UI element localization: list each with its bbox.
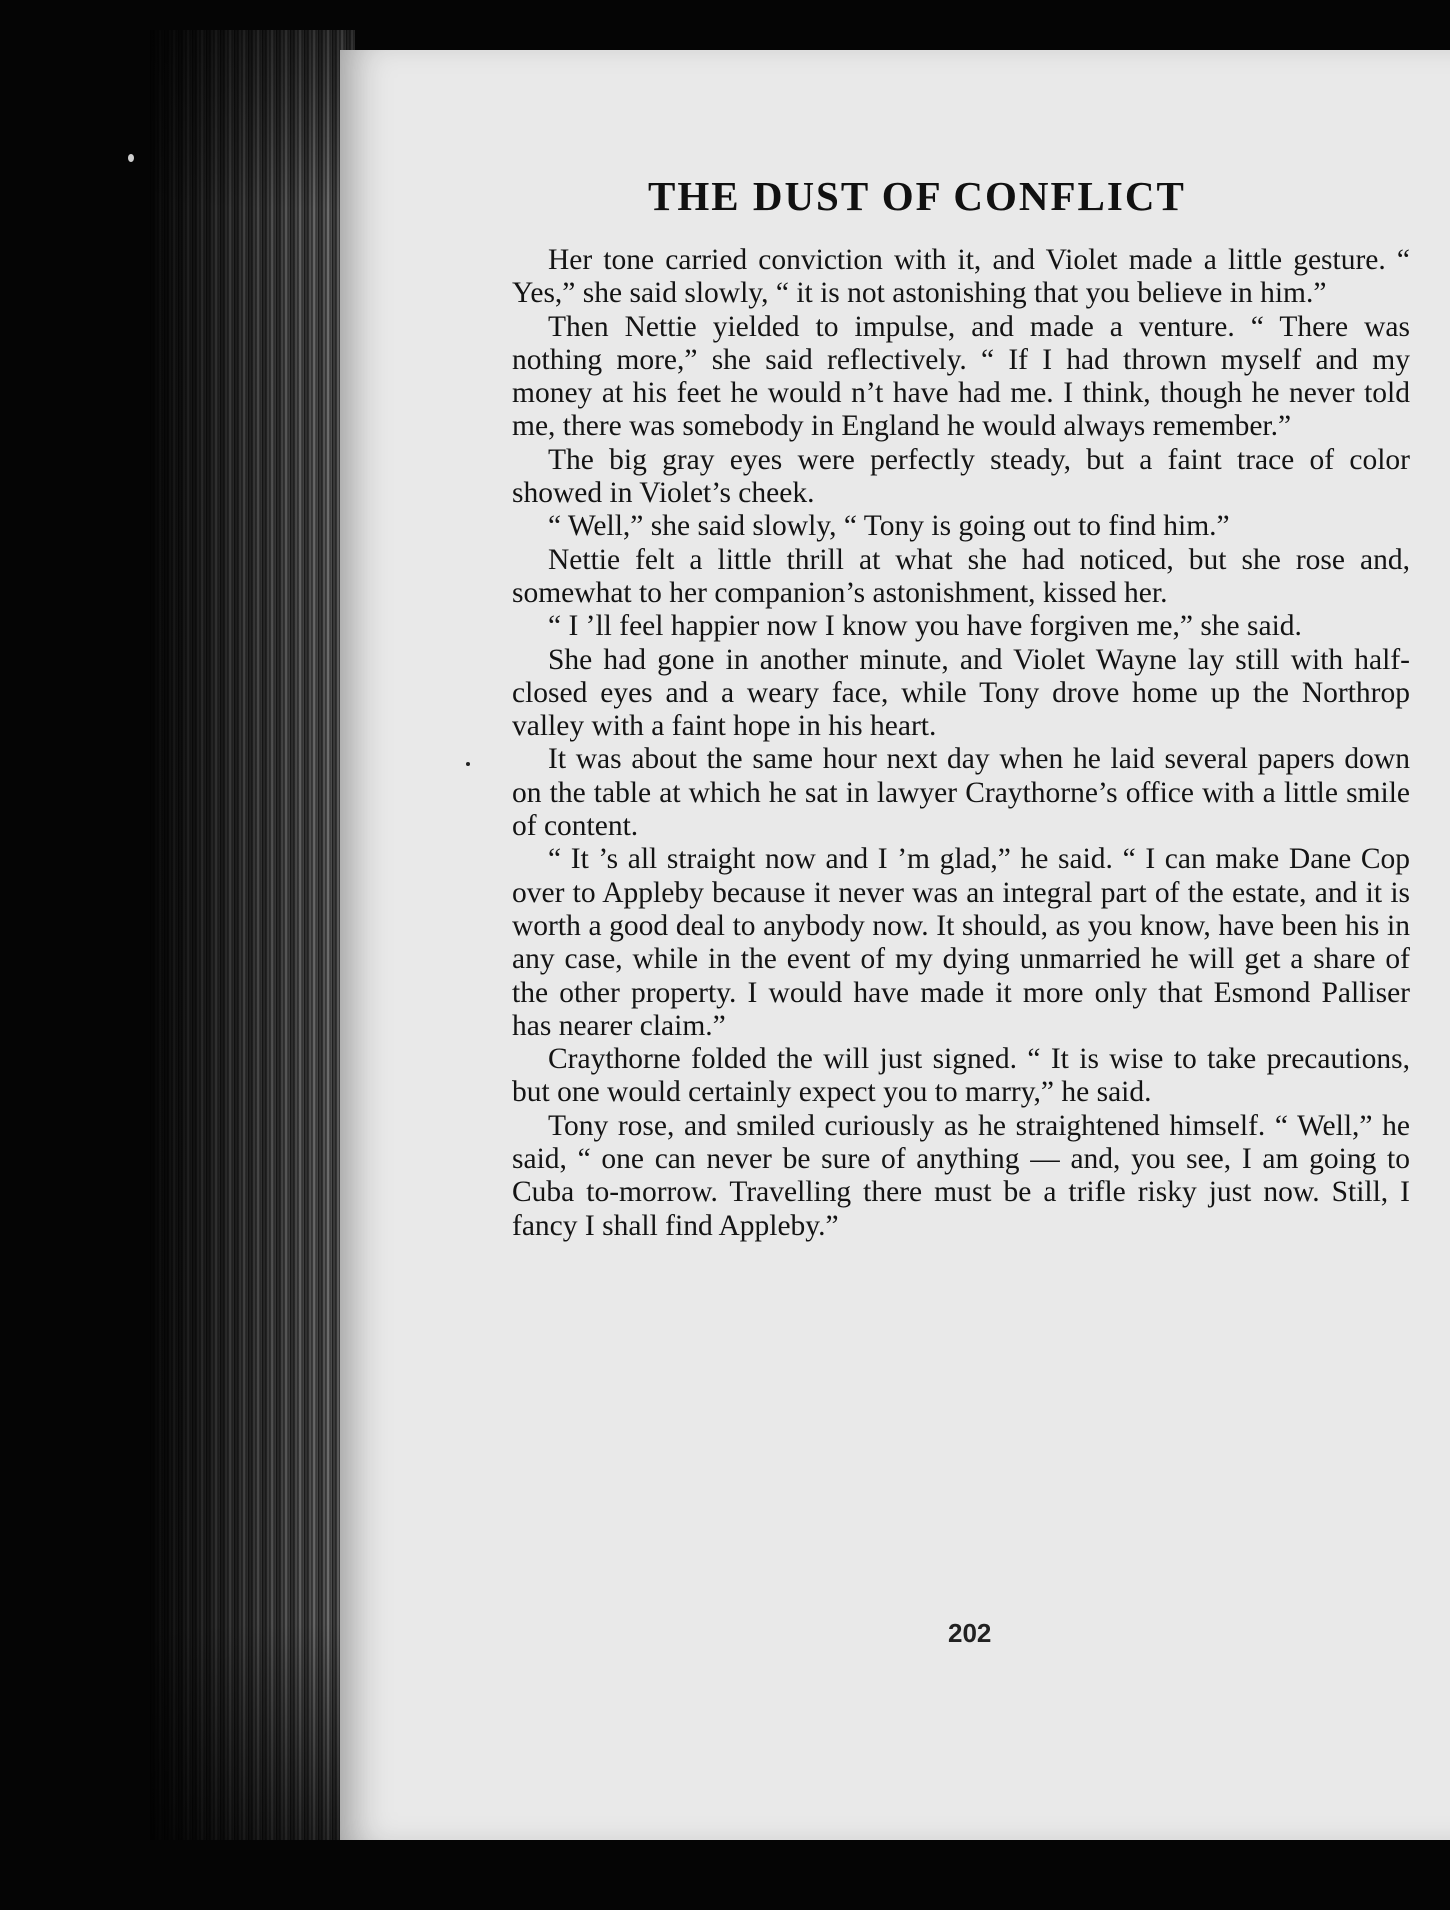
paragraph: “ Well,” she said slowly, “ Tony is going out to find him.” <box>548 510 1230 543</box>
paragraph: Tony rose, and smiled curiously as he straightened himself. “ Well,” he said, “ one can never be sure of anything — and, you see, I am going to Cuba to-morrow. Travelling there must be a trifle risky just now. Still, I fancy I shall find Appleby.” <box>512 1109 1410 1242</box>
paragraph: “ It ’s all straight now and I ’m glad,” he said. “ I can make Dane Cop over to Appleby because it never was an integral part of the estate, and it is worth a good deal to anybody now. It should, as you know, have been his in any case, while in the event of my dying unmarried he will get a share of the other property. I would have made it more only that Esmond Palliser has nearer claim.” <box>512 843 1410 1042</box>
paragraph: She had gone in another minute, and Violet Wayne lay still with half-closed eyes and a weary face, while Tony drove home up the Northrop valley with a faint hope in his heart. <box>512 643 1410 743</box>
paragraph: Craythorne folded the will just signed. “ It is wise to take precautions, but one would certainly expect you to marry,” he said. <box>512 1043 1410 1109</box>
paragraph: It was about the same hour next day when he laid several papers down on the table at which he sat in lawyer Craythorne’s office with a little smile of content. <box>512 743 1410 843</box>
book-page-edges <box>150 30 355 1840</box>
dust-speck <box>128 154 134 162</box>
paragraph: Her tone carried conviction with it, and Violet made a little gesture. “ Yes,” she said slowly, “ it is not astonishing that you believe in him.” <box>512 244 1410 310</box>
running-title: THE DUST OF CONFLICT <box>648 173 1186 219</box>
page-number: 202 <box>948 1618 992 1648</box>
dust-speck <box>466 762 470 766</box>
paragraph: The big gray eyes were perfectly steady, but a faint trace of color showed in Violet’s cheek. <box>512 443 1410 510</box>
paragraph: Nettie felt a little thrill at what she had noticed, but she rose and, somewhat to her companion’s astonishment, kissed her. <box>512 543 1410 609</box>
body-text <box>512 244 1410 1243</box>
paragraph: “ I ’ll feel happier now I know you have forgiven me,” she said. <box>548 610 1302 643</box>
paragraph: Then Nettie yielded to impulse, and made a venture. “ There was nothing more,” she said reflectively. “ If I had thrown myself and my money at his feet he would n’t have had me. I think, though he never told me, there was somebody in England he would always remember.” <box>512 310 1410 443</box>
